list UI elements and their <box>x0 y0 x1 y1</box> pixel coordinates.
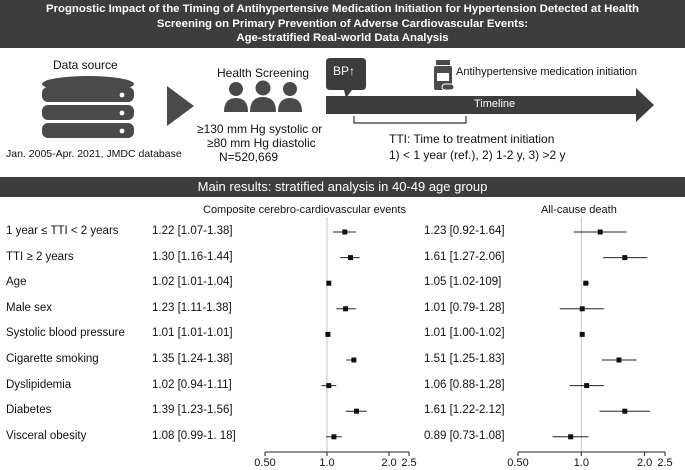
title-line-2: Screening on Primary Prevention of Adverse Cardiovascular Events: <box>156 17 529 30</box>
row-label: 1 year ≤ TTI < 2 years <box>6 225 119 237</box>
data-source-detail: Jan. 2005-Apr. 2021, JMDC database <box>6 148 182 160</box>
data-source-label: Data source <box>53 58 118 72</box>
title-line-1: Prognostic Impact of the Timing of Antihypertensive Medication Initiation for Hypertension Detected at Health <box>45 3 639 15</box>
sample-size: N=520,669 <box>219 150 279 164</box>
bp-badge: BP↑ <box>333 64 356 78</box>
point-estimate <box>343 306 348 311</box>
point-estimate <box>326 281 331 286</box>
point-estimate <box>326 383 331 388</box>
estimate-text: 1.23 [0.92-1.64] <box>424 225 505 237</box>
timeline-label: Timeline <box>474 98 516 110</box>
x-tick-label: 2.5 <box>657 457 673 469</box>
panel-title-composite: Composite cerebro-cardiovascular events <box>203 204 406 216</box>
estimate-text: 0.89 [0.73-1.08] <box>424 429 505 442</box>
panel-title-death: All-cause death <box>541 204 617 216</box>
row-label: Diabetes <box>6 404 52 417</box>
estimate-text: 1.01 [0.79-1.28] <box>424 301 505 314</box>
point-estimate <box>616 358 621 363</box>
estimate-text: 1.06 [0.88-1.28] <box>424 378 505 391</box>
estimate-text: 1.01 [1.00-1.02] <box>424 327 505 340</box>
row-label: Systolic blood pressure <box>6 327 125 340</box>
tti-label: TTI: Time to treatment initiation <box>389 132 555 146</box>
estimate-text: 1.61 [1.27-2.06] <box>424 250 505 263</box>
estimate-text: 1.02 [1.01-1.04] <box>152 276 233 289</box>
estimate-text: 1.02 [0.94-1.11] <box>152 378 232 391</box>
point-estimate <box>622 255 627 260</box>
row-label: Age <box>6 276 27 289</box>
point-estimate <box>325 332 330 337</box>
x-tick-label: 0.50 <box>507 457 529 469</box>
estimate-text: 1.01 [1.01-1.01] <box>152 327 233 340</box>
point-estimate <box>580 332 585 337</box>
point-estimate <box>580 306 585 311</box>
x-tick-label: 2.5 <box>401 457 417 469</box>
point-estimate <box>622 409 627 414</box>
point-estimate <box>583 281 588 286</box>
x-tick-label: 1.0 <box>319 457 335 469</box>
point-estimate <box>584 383 589 388</box>
estimate-text: 1.61 [1.22-2.12] <box>424 404 505 417</box>
x-tick-label: 0.50 <box>254 457 276 469</box>
x-tick-label: 2.0 <box>381 457 397 469</box>
x-tick-label: 2.0 <box>636 457 653 469</box>
point-estimate <box>351 358 356 363</box>
point-estimate <box>342 230 347 235</box>
tti-groups: 1) < 1 year (ref.), 2) 1-2 y, 3) >2 y <box>389 148 566 162</box>
estimate-text: 1.51 [1.25-1.83] <box>424 353 505 365</box>
estimate-text: 1.39 [1.23-1.56] <box>152 404 233 417</box>
row-label: Visceral obesity <box>6 429 87 442</box>
point-estimate <box>354 409 359 414</box>
row-label: Cigarette smoking <box>6 353 99 365</box>
estimate-text: 1.35 [1.24-1.38] <box>152 353 233 365</box>
results-header: Main results: stratified analysis in 40-49 age group <box>0 177 685 197</box>
estimate-text: 1.23 [1.11-1.38] <box>152 301 232 314</box>
point-estimate <box>568 434 573 439</box>
health-screening-label: Health Screening <box>217 66 310 80</box>
row-label: Male sex <box>6 301 53 314</box>
estimate-text: 1.22 [1.07-1.38] <box>152 225 233 237</box>
estimate-text: 1.30 [1.16-1.44] <box>152 250 233 263</box>
title-line-3: Age-stratified Real-world Data Analysis <box>236 32 449 44</box>
medication-label: Antihypertensive medication initiation <box>456 66 637 78</box>
point-estimate <box>598 230 603 235</box>
row-label: TTI ≥ 2 years <box>6 250 74 263</box>
point-estimate <box>331 434 336 439</box>
criteria-line-2: ≥80 mm Hg diastolic <box>207 136 316 150</box>
x-tick-label: 1.0 <box>573 457 589 469</box>
criteria-line-1: ≥130 mm Hg systolic or <box>197 122 323 136</box>
point-estimate <box>348 255 353 260</box>
estimate-text: 1.08 [0.99-1. 18] <box>152 429 236 442</box>
row-label: Dyslipidemia <box>6 378 72 391</box>
estimate-text: 1.05 [1.02-109] <box>424 276 502 289</box>
